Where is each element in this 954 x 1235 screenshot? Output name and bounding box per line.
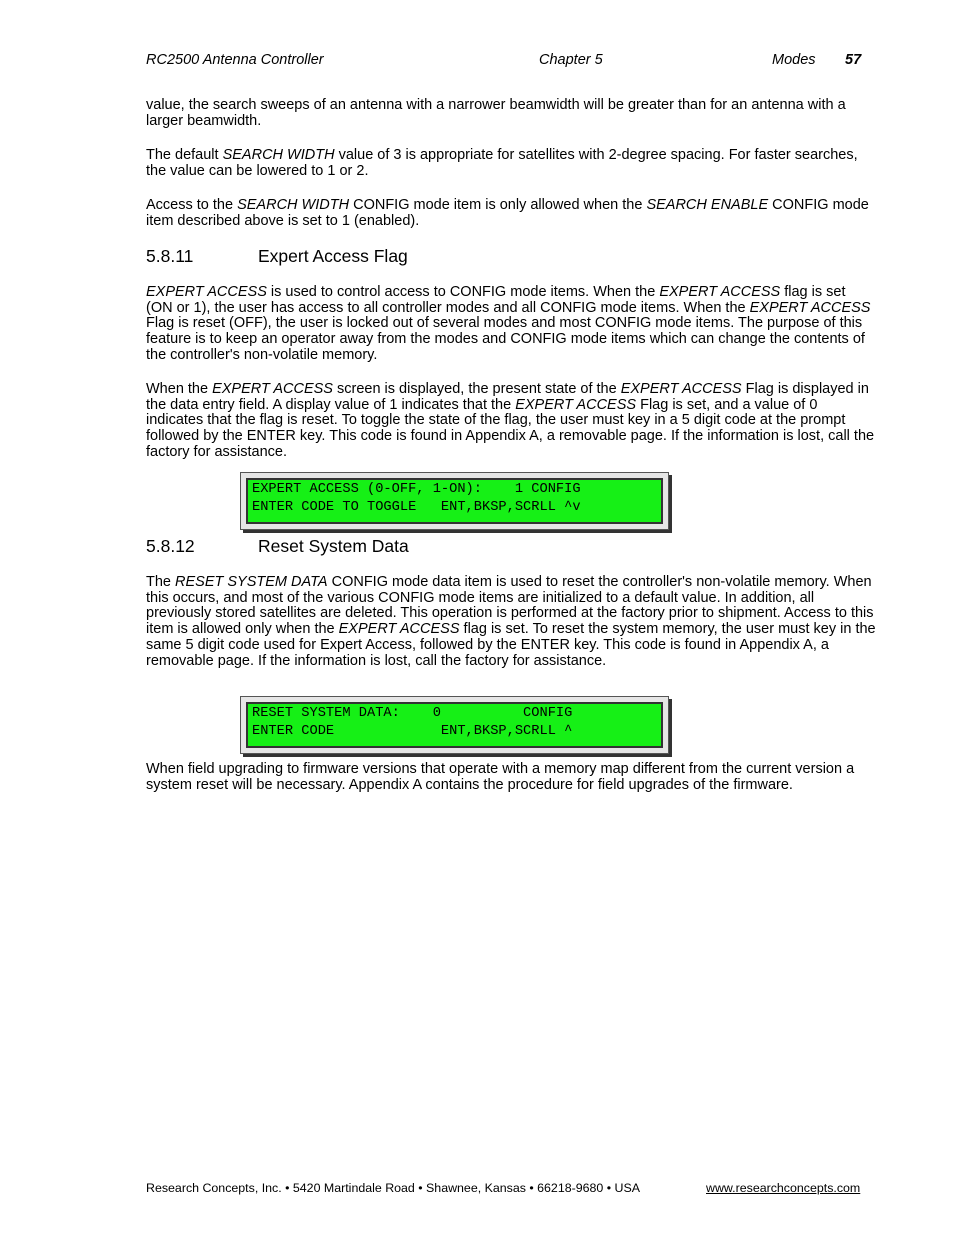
lcd-line-1: EXPERT ACCESS (0-OFF, 1-ON): 1 CONFIG bbox=[252, 482, 581, 497]
section-number: 5.8.12 bbox=[146, 536, 195, 556]
header-section: Modes bbox=[772, 52, 816, 68]
lcd-line-2: ENTER CODE ENT,BKSP,SCRLL ^ bbox=[252, 724, 573, 739]
lcd-display-reset-system-data bbox=[240, 696, 669, 754]
page-number: 57 bbox=[845, 52, 862, 68]
section-heading-reset-system-data bbox=[146, 536, 409, 557]
section-title: Reset System Data bbox=[258, 536, 409, 556]
paragraph-search-width-default: The default SEARCH WIDTH value of 3 is appropriate for satellites with 2-degree spacing. For faster searches, the value can be lowered to 1 or 2. bbox=[146, 147, 858, 179]
lcd-display-expert-access bbox=[240, 472, 669, 530]
paragraph-expert-access-screen: When the EXPERT ACCESS screen is displayed, the present state of the EXPERT ACCESS Flag is displayed in the data entry field. A display value of 1 indicates that the EXPERT ACCESS Flag is set, and a value of 0 indicates that the flag is reset. To toggle the state of the flag, the user must key in a 5 digit code at the prompt followed by the ENTER key. This code is found in Appendix A, a removable page. If the information is lost, call the factory for assistance. bbox=[146, 381, 875, 460]
lcd-line-1: RESET SYSTEM DATA: 0 CONFIG bbox=[252, 706, 573, 721]
header-chapter: Chapter 5 bbox=[539, 52, 603, 68]
paragraph-field-upgrade: When field upgrading to firmware versions that operate with a memory map different from the current version a system reset will be necessary. Appendix A contains the procedure for field upgrades of the firmware. bbox=[146, 761, 855, 793]
paragraph-expert-access-description: EXPERT ACCESS is used to control access to CONFIG mode items. When the EXPERT ACCESS flag is set (ON or 1), the user has access to all controller modes and all CONFIG mode items. When the EXPERT ACCESS Flag is reset (OFF), the user is locked out of several modes and most CONFIG mode items. The purpose of this feature is to keep an operator away from the modes and CONFIG mode items which can change the contents of the controller's non-volatile memory. bbox=[146, 284, 871, 363]
section-heading-expert-access bbox=[146, 246, 408, 267]
section-number: 5.8.11 bbox=[146, 246, 194, 266]
header-title: RC2500 Antenna Controller bbox=[146, 52, 324, 68]
paragraph-reset-system-data: The RESET SYSTEM DATA CONFIG mode data item is used to reset the controller's non-volatile memory. When this occurs, and most of the various CONFIG mode items are initialized to a default value. In addition, all previously stored satellites are deleted. This operation is performed at the factory prior to shipment. Access to this item is allowed only when the EXPERT ACCESS flag is set. To reset the system memory, the user must key in the same 5 digit code used for Expert Access, followed by the ENTER key. This code is found in Appendix A, a removable page. If the information is lost, call the factory for assistance. bbox=[146, 574, 876, 669]
paragraph-search-width-access: Access to the SEARCH WIDTH CONFIG mode item is only allowed when the SEARCH ENABLE CONFIG mode item described above is set to 1 (enabled). bbox=[146, 197, 869, 229]
footer-address: Research Concepts, Inc. • 5420 Martindale Road • Shawnee, Kansas • 66218-9680 • USA bbox=[146, 1181, 640, 1195]
paragraph-beamwidth: value, the search sweeps of an antenna with a narrower beamwidth will be greater than for an antenna with a larger beamwidth. bbox=[146, 97, 846, 129]
footer-website-link[interactable]: www.researchconcepts.com bbox=[706, 1181, 861, 1195]
section-title: Expert Access Flag bbox=[258, 246, 408, 266]
lcd-line-2: ENTER CODE TO TOGGLE ENT,BKSP,SCRLL ^v bbox=[252, 500, 581, 515]
